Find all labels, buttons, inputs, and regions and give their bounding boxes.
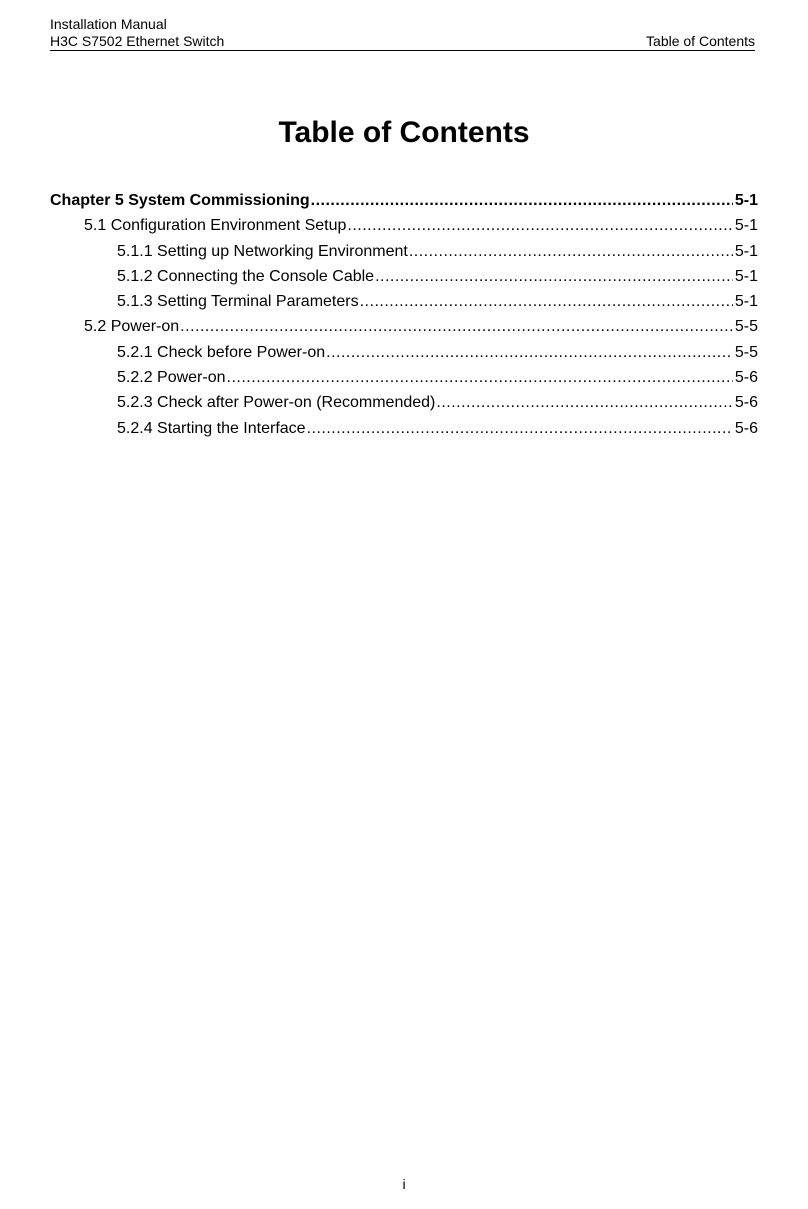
toc-entry-label: 5.1.1 Setting up Networking Environment	[117, 242, 408, 260]
toc-dot-leader	[326, 340, 733, 365]
toc-entry-5-1[interactable]	[50, 213, 758, 238]
toc-entry-page: 5-6	[734, 419, 758, 437]
page-title: Table of Contents	[278, 116, 530, 149]
toc-dot-leader	[375, 264, 733, 289]
table-of-contents	[50, 188, 758, 441]
toc-entry-page: 5-1	[734, 267, 758, 285]
toc-entry-page: 5-1	[734, 242, 758, 260]
toc-entry-label: 5.1 Configuration Environment Setup	[84, 217, 347, 235]
toc-entry-label: 5.2 Power-on	[84, 318, 180, 336]
page-number: i	[402, 1176, 406, 1192]
header-manual-title: Installation Manual	[50, 16, 167, 32]
toc-entry-label: 5.1.2 Connecting the Console Cable	[117, 267, 375, 285]
toc-entry-label: 5.2.4 Starting the Interface	[117, 419, 306, 437]
toc-dot-leader	[307, 416, 733, 441]
toc-entry-5-2-3[interactable]	[50, 390, 758, 415]
toc-entry-page: 5-6	[734, 369, 758, 387]
toc-dot-leader	[360, 289, 733, 314]
toc-entry-5-1-1[interactable]	[50, 239, 758, 264]
toc-entry-5-2-4[interactable]	[50, 416, 758, 441]
toc-entry-5-2-2[interactable]	[50, 365, 758, 390]
toc-entry-5-1-3[interactable]	[50, 289, 758, 314]
toc-entry-label: Chapter 5 System Commissioning	[50, 192, 310, 209]
toc-entry-page: 5-1	[734, 293, 758, 311]
toc-dot-leader	[347, 213, 732, 238]
header-product-name: H3C S7502 Ethernet Switch	[50, 33, 225, 49]
toc-dot-leader	[227, 365, 733, 390]
toc-entry-page: 5-1	[734, 217, 758, 235]
toc-entry-label: 5.2.3 Check after Power-on (Recommended)	[117, 394, 436, 412]
toc-entry-5-2-1[interactable]	[50, 340, 758, 365]
toc-entry-label: 5.1.3 Setting Terminal Parameters	[117, 293, 359, 311]
header-left	[50, 16, 224, 50]
header-section-title: Table of Contents	[646, 33, 755, 49]
toc-entry-page: 5-6	[734, 394, 758, 412]
toc-entry-5-2[interactable]	[50, 314, 758, 339]
toc-entry-label: 5.2.2 Power-on	[117, 369, 226, 387]
toc-dot-leader	[436, 390, 733, 415]
toc-entry-page: 5-1	[734, 192, 758, 209]
toc-dot-leader	[180, 314, 733, 339]
page-header	[50, 16, 755, 51]
toc-entry-page: 5-5	[734, 318, 758, 336]
toc-entry-label: 5.2.1 Check before Power-on	[117, 343, 326, 361]
toc-dot-leader	[311, 188, 733, 213]
toc-entry-5-1-2[interactable]	[50, 264, 758, 289]
toc-entry-page: 5-5	[734, 343, 758, 361]
toc-dot-leader	[409, 239, 733, 264]
toc-entry-chapter-5[interactable]	[50, 188, 758, 213]
